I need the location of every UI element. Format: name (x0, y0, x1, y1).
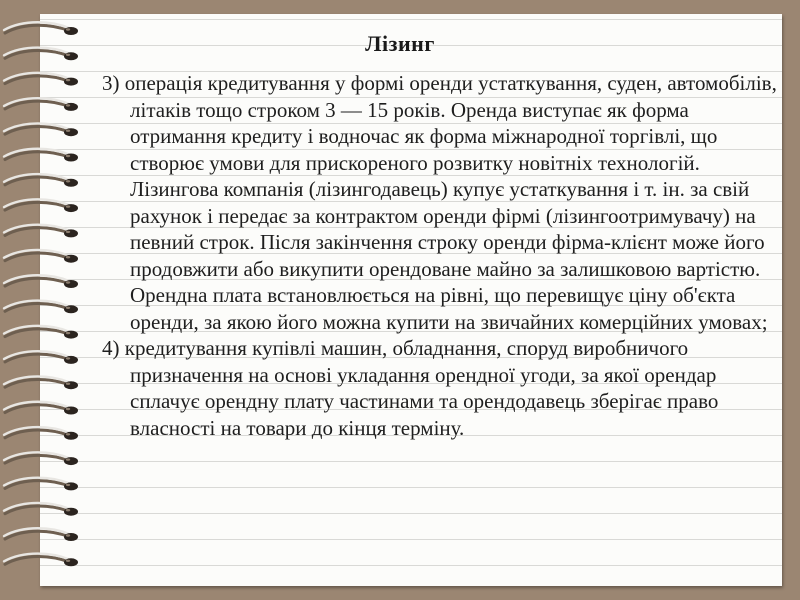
spiral-ring-icon (4, 250, 78, 263)
spiral-ring-icon (4, 503, 78, 516)
spiral-ring-icon (4, 427, 78, 440)
spiral-ring-icon (4, 301, 78, 314)
slide-body (102, 70, 780, 441)
paragraph-item-4: 4) кредитування купівлі машин, обладнання, споруд виробничого призначення на основі укладання орендної угоди, за якої орендар сплачує орендну плату частинами та орендодавець зберігає право власності на товари до кінця терміну. (102, 336, 719, 440)
spiral-ring-icon (4, 452, 78, 465)
spiral-ring-icon (4, 554, 78, 567)
slide-title: Лізинг (365, 31, 435, 56)
spiral-ring-icon (4, 123, 78, 136)
spiral-ring-icon (4, 174, 78, 187)
spiral-ring-icon (4, 528, 78, 541)
spiral-ring-icon (4, 478, 78, 491)
spiral-ring-icon (4, 376, 78, 389)
spiral-ring-icon (4, 351, 78, 364)
spiral-ring-icon (4, 98, 78, 111)
spiral-ring-icon (4, 275, 78, 288)
spiral-ring-icon (4, 225, 78, 238)
spiral-ring-icon (4, 199, 78, 212)
paragraph-item-3: 3) операція кредитування у формі оренди устаткування, суден, автомобілів, літаків тощо строком 3 — 15 років. Оренда виступає як форма отримання кредиту і водночас як форма міжнародної торгівлі, що створює умови для прискореного розвитку новітніх технологій. Лізингова компанія (лізингодавець) купує устаткування і т. ін. за свій рахунок і передає за контрактом оренди фірмі (лізингоотримувачу) на певний строк. Після закінчення строку оренди фірма-клієнт може його продовжити або викупити орендоване майно за залишковою вартістю. Орендна плата встановлюється на рівні, що перевищує ціну об'єкта оренди, за якою його можна купити на звичайних комерційних умовах; (102, 71, 777, 334)
spiral-ring-icon (4, 73, 78, 86)
spiral-ring-icon (4, 326, 78, 339)
spiral-ring-icon (4, 149, 78, 162)
spiral-binding (0, 0, 100, 600)
spiral-ring-icon (4, 402, 78, 415)
